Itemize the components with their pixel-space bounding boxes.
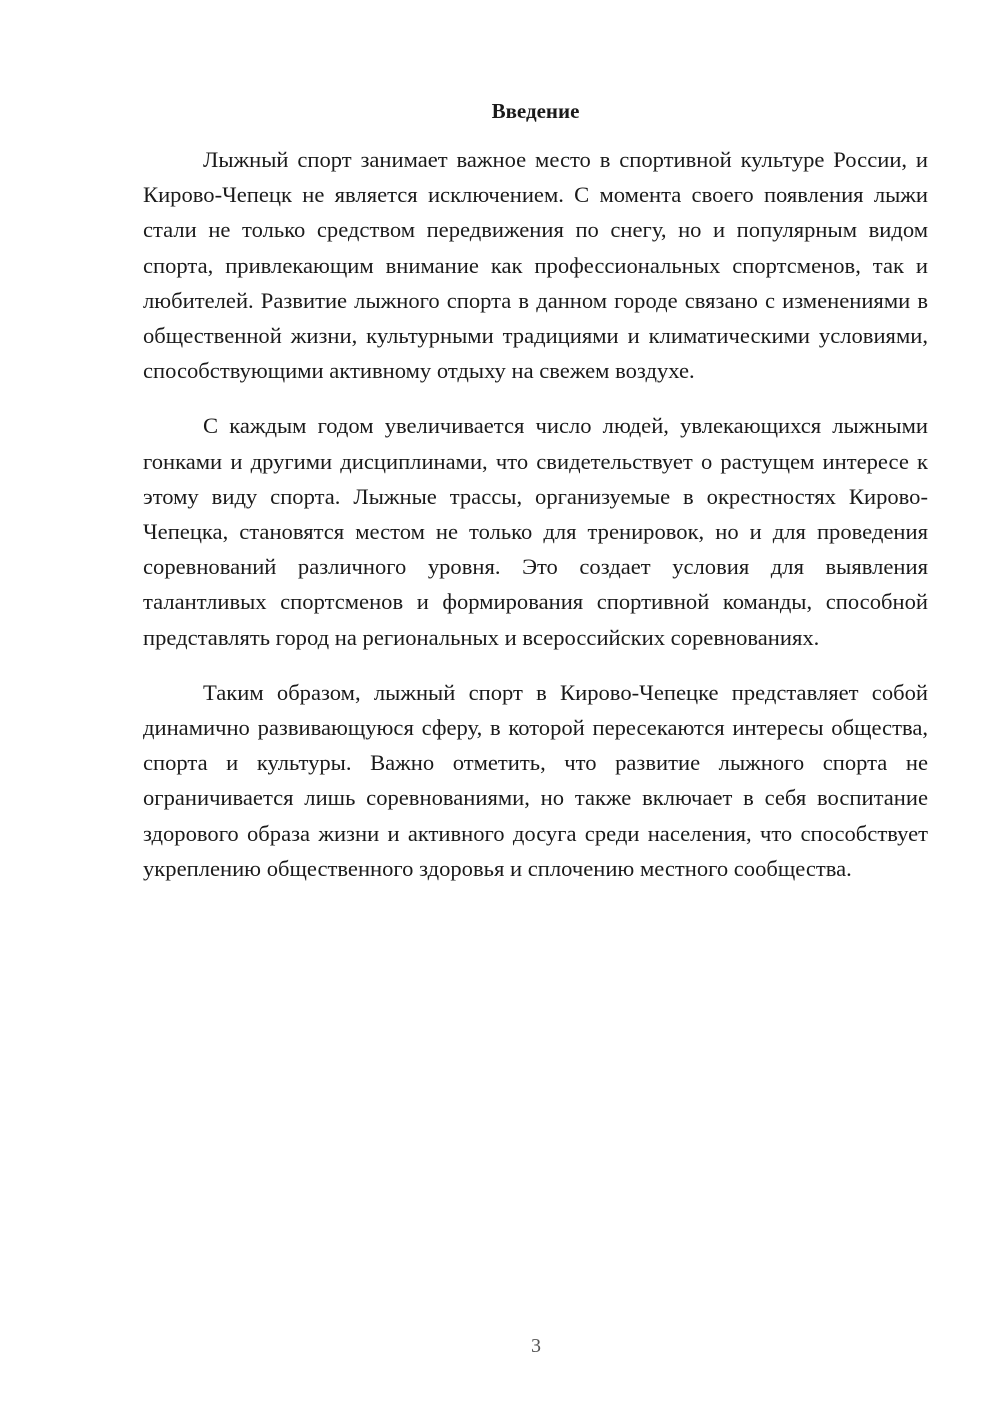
body-text [143,142,928,906]
page-number: 3 [531,1335,541,1357]
paragraph-2: С каждым годом увеличивается число людей, увлекающихся лыжными гонками и другими дисциплинами, что свидетельствует о растущем интересе к этому виду спорта. Лыжные трассы, организуемые в окрестностях Кирово-Чепецка, становятся местом не только для тренировок, но и для проведения соревнований различного уровня. Это создает условия для выявления талантливых спортсменов и формирования спортивной команды, способной представлять город на региональных и всероссийских соревнованиях. [143,413,928,650]
section-title: Введение [491,99,580,123]
paragraph-1: Лыжный спорт занимает важное место в спортивной культуре России, и Кирово-Чепецк не является исключением. С момента своего появления лыжи стали не только средством передвижения по снегу, но и популярным видом спорта, привлекающим внимание как профессиональных спортсменов, так и любителей. Развитие лыжного спорта в данном городе связано с изменениями в общественной жизни, культурными традициями и климатическими условиями, способствующими активному отдыху на свежем воздухе. [143,147,928,384]
paragraph-3: Таким образом, лыжный спорт в Кирово-Чепецке представляет собой динамично развивающуюся сферу, в которой пересекаются интересы общества, спорта и культуры. Важно отметить, что развитие лыжного спорта не ограничивается лишь соревнованиями, но также включает в себя воспитание здорового образа жизни и активного досуга среди населения, что способствует укреплению общественного здоровья и сплочению местного сообщества. [143,679,928,881]
